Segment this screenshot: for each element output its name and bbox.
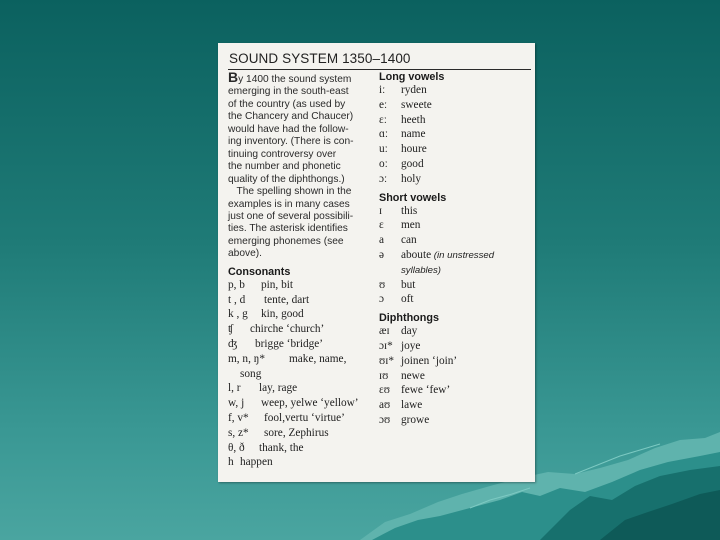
intro-line: the Chancery and Chaucer) [228,111,354,123]
phoneme-symbol: æɪ [379,325,390,338]
phoneme-symbol: ɔ [379,293,385,306]
diphthongs-row [379,383,531,398]
long-vowels-row [379,98,531,113]
phoneme-symbol: oː [379,157,388,170]
phoneme-symbol: eː [379,98,388,111]
consonants-row [228,337,378,352]
phoneme-symbol: iː [379,84,386,96]
long-vowels-row [379,83,531,98]
example-word: growe [401,413,430,426]
example-word: fewe ‘few’ [401,384,451,397]
intro-line: just one of several possibili- [228,210,354,222]
consonants-row [228,396,378,411]
diphthongs-row [379,324,531,339]
example-word: houre [401,143,427,156]
short-vowel-list [379,204,531,308]
phoneme-symbol: ə [379,248,385,261]
phoneme-symbol: f, v* [228,411,249,424]
title-rule [228,69,531,70]
diphthongs-row [379,339,531,354]
long-vowels-row [379,157,531,172]
intro-line: ties. The asterisk identifies [228,223,348,235]
short-vowels-row [379,292,531,307]
consonants-row [228,455,378,470]
consonants-heading: Consonants [228,265,291,278]
phoneme-symbol: uː [379,143,388,156]
example-word: joinen ‘join’ [401,354,458,367]
phoneme-symbol: ʤ [228,337,238,350]
usage-note: syllables) [401,264,441,276]
phoneme-symbol: aʊ [379,399,391,412]
short-vowels-row [379,218,531,233]
left-column [228,71,378,470]
intro-line: The spelling shown in the [236,186,352,198]
example-word: newe [401,369,425,382]
phoneme-symbol: s, z* [228,426,249,439]
consonants-row [228,278,378,293]
phoneme-symbol: θ, ð [228,441,245,454]
consonants-row [228,352,378,367]
short-vowels-row [379,233,531,248]
example-word: can [401,234,417,247]
intro-line: quality of the diphthongs.) [228,173,345,185]
example-word: tente, dart [264,293,310,306]
diphthongs-row [379,369,531,384]
consonants-row [228,381,378,396]
long-vowels-row [379,127,531,142]
right-column [379,71,531,428]
example-word: men [401,219,421,232]
diphthongs-heading: Diphthongs [379,312,439,325]
long-vowels-row [379,113,531,128]
consonants-row [228,307,378,322]
phoneme-symbol: ʊ [379,278,386,291]
intro-line: emerging phonemes (see [228,235,344,247]
intro-line: ing inventory. (There is con- [228,136,354,148]
example-word: thank, the [259,441,304,454]
phoneme-symbol: k , g [228,308,248,321]
example-word: lay, rage [259,382,298,395]
long-vowel-list [379,83,531,187]
example-word: lawe [401,399,423,412]
intro-line: y 1400 the sound system [238,74,352,85]
phoneme-symbol: ɔɪ* [379,339,393,352]
book-page [218,43,535,482]
intro-line: of the country (as used by [228,98,346,110]
example-word: aboute (in unstressed [401,248,495,261]
consonants-row [228,293,378,308]
usage-note: (in unstressed [431,249,495,261]
intro-line: examples is in many cases [228,198,350,210]
diphthongs-row [379,354,531,369]
long-vowels-row [379,142,531,157]
phoneme-symbol: ɑː [379,128,389,141]
short-vowels-row [379,204,531,219]
example-word: pin, bit [261,278,294,291]
short-vowels-heading: Short vowels [379,191,447,204]
consonants-row [228,426,378,441]
example-word: day [401,325,418,338]
example-word: but [401,278,416,291]
consonants-row [228,411,378,426]
diphthongs-row [379,398,531,413]
drop-cap: B [228,69,239,85]
phoneme-symbol: p, b [228,278,245,291]
diphthong-list [379,324,531,428]
example-word: song [240,367,262,380]
phoneme-symbol: a [379,234,385,247]
example-word: oft [401,293,414,306]
long-vowels-heading: Long vowels [379,71,445,83]
example-word: joye [401,339,421,352]
example-word: holy [401,172,422,185]
intro-line: above). [228,248,262,260]
intro-line: would have had the follow- [228,123,349,135]
example-word: name [401,128,426,141]
intro-line: the number and phonetic [228,161,341,173]
phoneme-symbol: ʧ [228,323,234,336]
intro-line: tinuing controversy over [228,148,337,160]
example-word: ryden [401,84,427,96]
example-word: chirche ‘church’ [250,323,325,336]
example-word: heeth [401,113,426,126]
consonant-list [228,278,378,470]
phoneme-symbol: ʊɪ* [379,354,394,367]
example-word: brigge ‘bridge’ [255,337,324,350]
example-word [401,263,441,279]
example-word: this [401,204,418,217]
example-word: sweete [401,98,432,111]
phoneme-symbol: h [228,456,234,469]
short-vowels-row [379,248,531,263]
phoneme-symbol: w, j [228,397,245,410]
example-word: good [401,157,424,170]
intro-paragraph [228,71,378,261]
short-vowels-row [379,263,531,278]
consonants-row [228,322,378,337]
example-word: fool,vertu ‘virtue’ [264,411,345,424]
phoneme-symbol: ɛː [379,113,387,126]
diphthongs-row [379,413,531,428]
long-vowels-row [379,172,531,187]
phoneme-symbol: ɔʊ [379,413,391,426]
phoneme-symbol: l, r [228,382,241,395]
example-word: make, name, [289,352,347,365]
phoneme-symbol: ɪʊ [379,369,389,382]
phoneme-symbol: ɛ [379,219,384,232]
example-word: kin, good [261,308,304,321]
example-word: sore, Zephirus [264,426,329,439]
phoneme-symbol: ɛʊ [379,384,390,397]
phoneme-symbol: ɔː [379,172,388,185]
page-title: SOUND SYSTEM 1350–1400 [229,51,411,66]
phoneme-symbol: ɪ [379,204,383,217]
example-word: weep, yelwe ‘yellow’ [261,397,359,410]
phoneme-symbol: m, n, ŋ* [228,352,265,365]
consonants-row [228,441,378,456]
example-word: happen [240,456,273,469]
phoneme-symbol: t , d [228,293,246,306]
short-vowels-row [379,278,531,293]
consonants-row [228,367,378,382]
intro-line: emerging in the south-east [228,86,349,98]
